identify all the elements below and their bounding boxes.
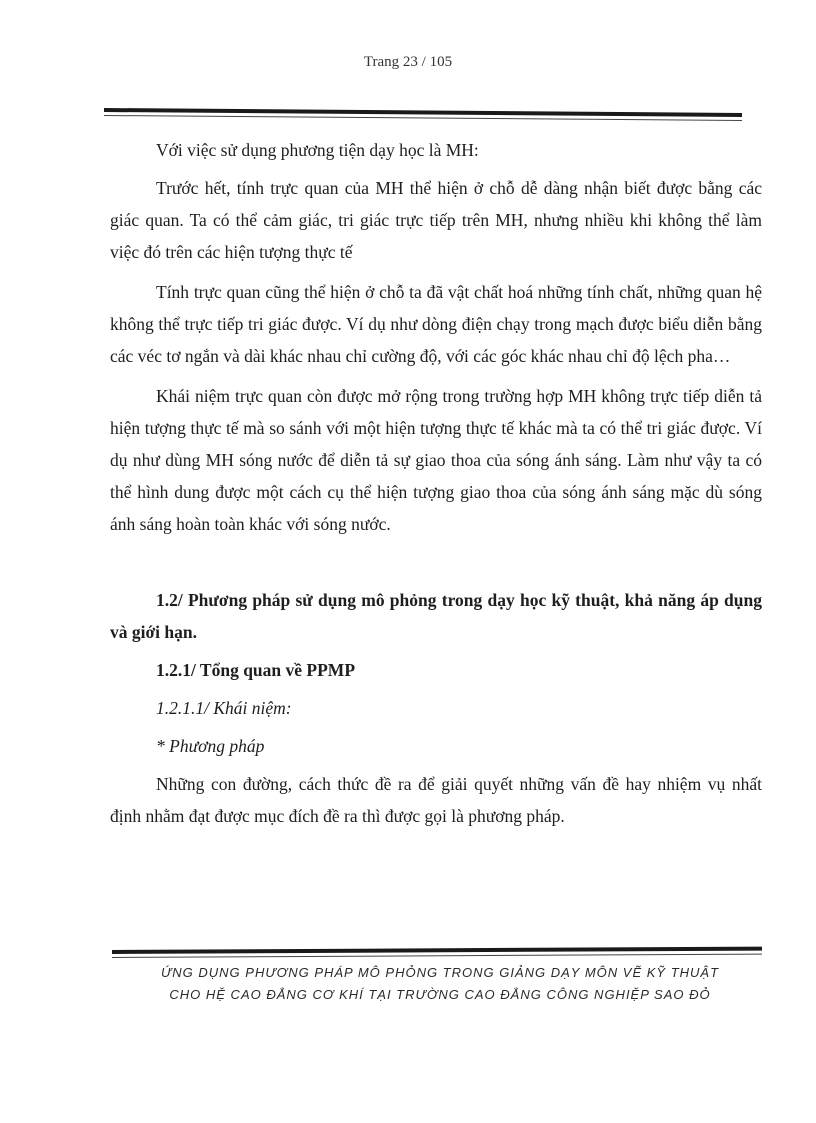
page-body [110,134,762,832]
paragraph-extended-concept: Khái niệm trực quan còn được mở rộng trong trường hợp MH không trực tiếp diễn tả hiện tượng thực tế mà so sánh với một hiện tượng thực tế khác mà ta có thể tri giác được. Ví dụ như dùng MH sóng nước để diễn tả sự giao thoa của sóng ánh sáng. Làm như vậy ta có thể hình dung được một cách cụ thể hiện tượng giao thoa của sóng ánh sáng mặc dù sóng ánh sáng hoàn toàn khác với sóng nước. [110,386,762,534]
intro-paragraph: Với việc sử dụng phương tiện dạy học là MH: [156,140,479,160]
footer-rule [112,947,762,954]
paragraph-visual-recognition: Trước hết, tính trực quan của MH thể hiện ở chỗ dễ dàng nhận biết được bằng các giác quan. Ta có thể cảm giác, tri giác trực tiếp trên MH, nhưng nhiều khi không thể làm việc đó trên các hiện tượng thực tế [110,178,762,262]
footer-line-2: CHO HỆ CAO ĐẲNG CƠ KHÍ TẠI TRƯỜNG CAO ĐẲNG CÔNG NGHIỆP SAO ĐỎ [169,987,711,1002]
document-footer [120,962,760,1006]
footer-line-1: ỨNG DỤNG PHƯƠNG PHÁP MÔ PHỎNG TRONG GIẢNG DẠY MÔN VẼ KỸ THUẬT [160,965,720,980]
section-heading-1-2-1: 1.2.1/ Tổng quan về PPMP [156,660,356,680]
section-heading-1-2: 1.2/ Phương pháp sử dụng mô phỏng trong dạy học kỹ thuật, khả năng áp dụng và giới hạn. [110,590,762,642]
definition-paragraph: Những con đường, cách thức đề ra để giải quyết những vấn đề hay nhiệm vụ nhất định nhằm đạt được mục đích đề ra thì được gọi là phương pháp. [110,774,762,826]
footer-rule-thin [112,954,762,958]
paragraph-materialization: Tính trực quan cũng thể hiện ở chỗ ta đã vật chất hoá những tính chất, những quan hệ không thể trực tiếp tri giác được. Ví dụ như dòng điện chạy trong mạch được biểu diễn bằng các véc tơ ngắn và dài khác nhau chỉ cường độ, với các góc khác nhau chỉ độ lệch pha… [110,282,762,366]
bullet-method: * Phương pháp [156,736,265,756]
page-number: Trang 23 / 105 [363,54,453,70]
section-heading-1-2-1-1: 1.2.1.1/ Khái niệm: [156,698,292,718]
